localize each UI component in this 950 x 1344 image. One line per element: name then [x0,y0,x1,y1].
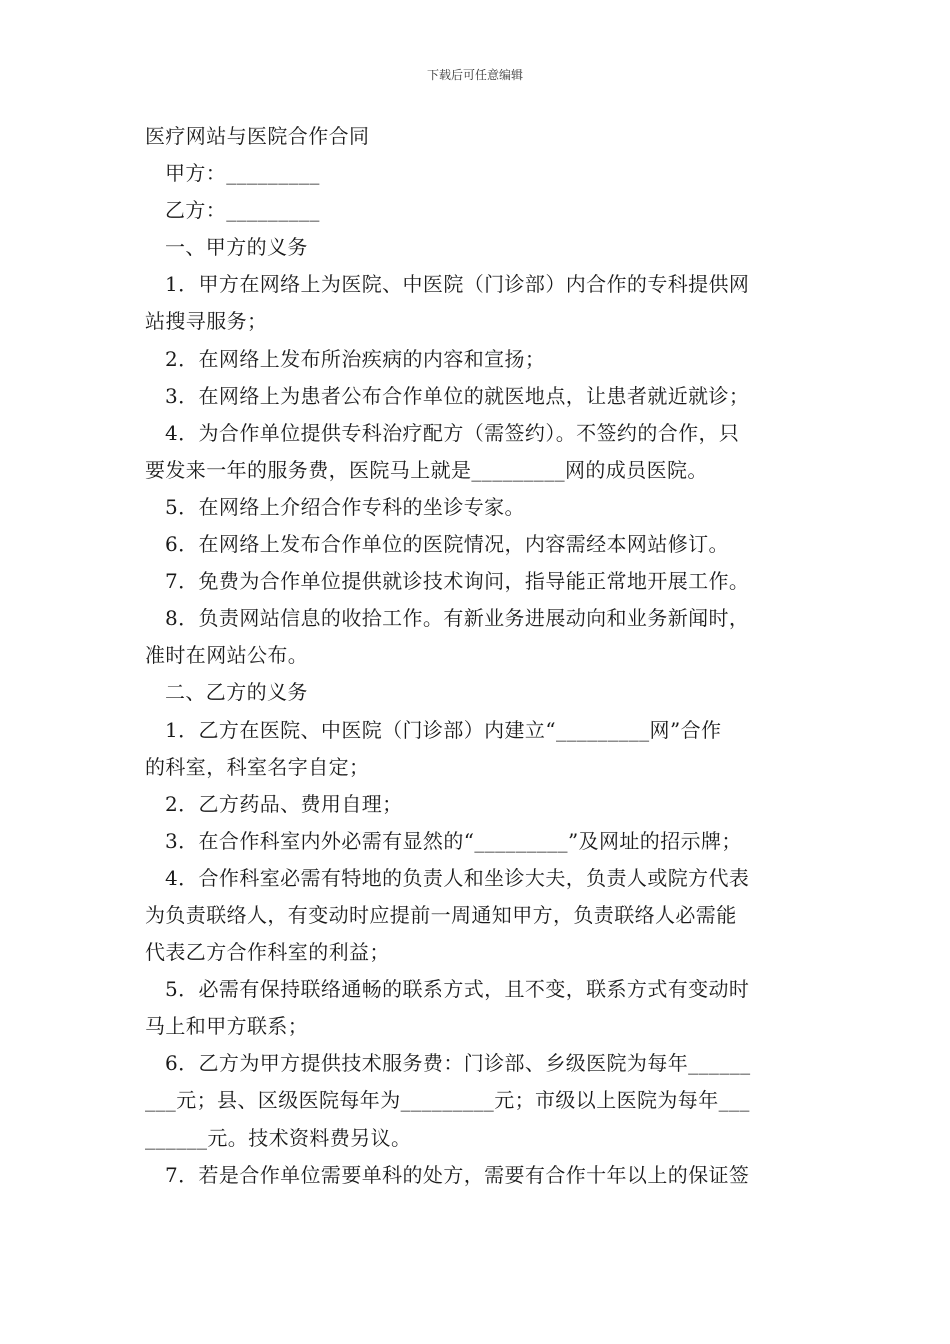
clause-line: 马上和甲方联系； [145,1014,309,1039]
clause-line: 8．负责网站信息的收拾工作。有新业务进展动向和业务新闻时， [165,606,750,631]
clause-line: 1．甲方在网络上为医院、中医院（门诊部）内合作的专科提供网 [165,272,750,297]
clause-line: 3．在网络上为患者公布合作单位的就医地点，让患者就近就诊； [165,383,750,408]
clause-line: 1．乙方在医院、中医院（门诊部）内建立“_________网”合作 [165,717,722,742]
clause-line: 6．在网络上发布合作单位的医院情况，内容需经本网站修订。 [165,532,729,557]
clause-line: 6．乙方为甲方提供技术服务费：门诊部、乡级医院为每年______ [165,1051,751,1076]
clause-line: 站搜寻服务； [145,309,268,334]
party-b-line: 乙方：_________ [165,198,320,223]
clause-line: 2．乙方药品、费用自理； [165,791,403,816]
clause-line: 的科室，科室名字自定； [145,754,370,779]
header-note: 下载后可任意编辑 [426,68,523,82]
section-heading-party-a-duties: 一、甲方的义务 [165,235,308,260]
clause-line: 3．在合作科室内外必需有显然的“_________”及网址的招示牌； [165,828,742,853]
clause-line: 5．在网络上介绍合作专科的坐诊专家。 [165,494,525,519]
clause-line: 4．合作科室必需有特地的负责人和坐诊大夫，负责人或院方代表 [165,865,750,890]
section-heading-party-b-duties: 二、乙方的义务 [165,680,308,705]
clause-line: 5．必需有保持联络通畅的联系方式，且不变，联系方式有变动时 [165,977,750,1002]
document-title: 医疗网站与医院合作合同 [145,124,370,148]
contract-body [145,118,810,1194]
clause-line: 2．在网络上发布所治疾病的内容和宣扬； [165,346,546,371]
clause-line: 为负责联络人，有变动时应提前一周通知甲方，负责联络人必需能 [145,902,737,927]
party-a-line: 甲方：_________ [165,161,320,186]
clause-line: 7．若是合作单位需要单科的处方，需要有合作十年以上的保证签 [165,1162,750,1187]
clause-line: ___元；县、区级医院每年为_________元；市级以上医院为每年___ [145,1088,750,1113]
clause-line: 准时在网站公布。 [145,643,309,668]
clause-line: ______元。技术资料费另议。 [145,1125,412,1150]
clause-line: 7．免费为合作单位提供就诊技术询问，指导能正常地开展工作。 [165,569,750,594]
clause-line: 代表乙方合作科室的利益； [145,940,390,965]
clause-line: 4．为合作单位提供专科治疗配方（需签约）。不签约的合作，只 [165,420,740,445]
clause-line: 要发来一年的服务费，医院马上就是_________网的成员医院。 [145,457,708,482]
